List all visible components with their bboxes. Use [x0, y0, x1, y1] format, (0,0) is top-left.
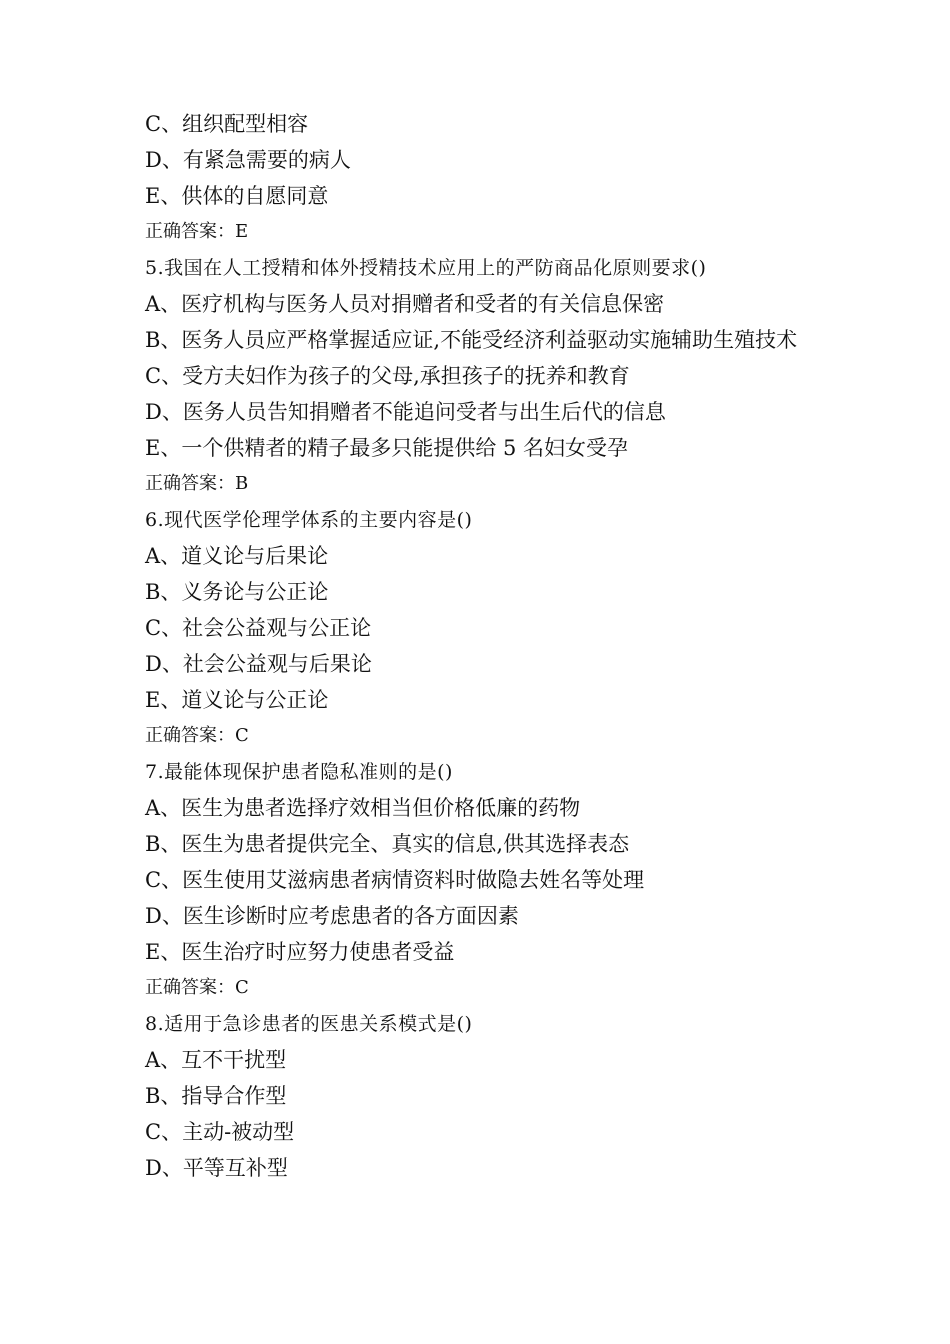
option-a: A、道义论与后果论 — [145, 544, 329, 568]
option-c: C、医生使用艾滋病患者病情资料时做隐去姓名等处理 — [145, 868, 645, 892]
option-b: B、义务论与公正论 — [145, 580, 329, 604]
option-b: B、医务人员应严格掌握适应证,不能受经济利益驱动实施辅助生殖技术 — [145, 328, 798, 352]
option-c: C、社会公益观与公正论 — [145, 616, 372, 640]
question-5: 5.我国在人工授精和体外授精技术应用上的严防商品化原则要求() — [145, 257, 707, 279]
option-e: E、道义论与公正论 — [145, 688, 329, 712]
option-a: A、医疗机构与医务人员对捐赠者和受者的有关信息保密 — [145, 292, 665, 316]
option-e: E、供体的自愿同意 — [145, 184, 329, 208]
question-8: 8.适用于急诊患者的医患关系模式是() — [145, 1013, 473, 1035]
option-b: B、指导合作型 — [145, 1084, 287, 1108]
option-a: A、互不干扰型 — [145, 1048, 287, 1072]
correct-answer: 正确答案：C — [145, 977, 249, 998]
correct-answer: 正确答案：E — [145, 221, 249, 242]
option-d: D、平等互补型 — [145, 1156, 288, 1180]
question-7: 7.最能体现保护患者隐私准则的是() — [145, 761, 453, 783]
question-6: 6.现代医学伦理学体系的主要内容是() — [145, 509, 473, 531]
option-c: C、主动-被动型 — [145, 1120, 295, 1144]
option-d: D、医生诊断时应考虑患者的各方面因素 — [145, 904, 519, 928]
option-d: D、有紧急需要的病人 — [145, 148, 351, 172]
exam-content — [145, 106, 825, 1186]
option-c: C、组织配型相容 — [145, 112, 309, 136]
correct-answer: 正确答案：B — [145, 473, 249, 494]
option-d: D、医务人员告知捐赠者不能追问受者与出生后代的信息 — [145, 400, 666, 424]
option-b: B、医生为患者提供完全、真实的信息,供其选择表态 — [145, 832, 630, 856]
option-e: E、一个供精者的精子最多只能提供给 5 名妇女受孕 — [145, 436, 629, 460]
option-d: D、社会公益观与后果论 — [145, 652, 372, 676]
correct-answer: 正确答案：C — [145, 725, 249, 746]
option-e: E、医生治疗时应努力使患者受益 — [145, 940, 455, 964]
option-c: C、受方夫妇作为孩子的父母,承担孩子的抚养和教育 — [145, 364, 630, 388]
option-a: A、医生为患者选择疗效相当但价格低廉的药物 — [145, 796, 581, 820]
